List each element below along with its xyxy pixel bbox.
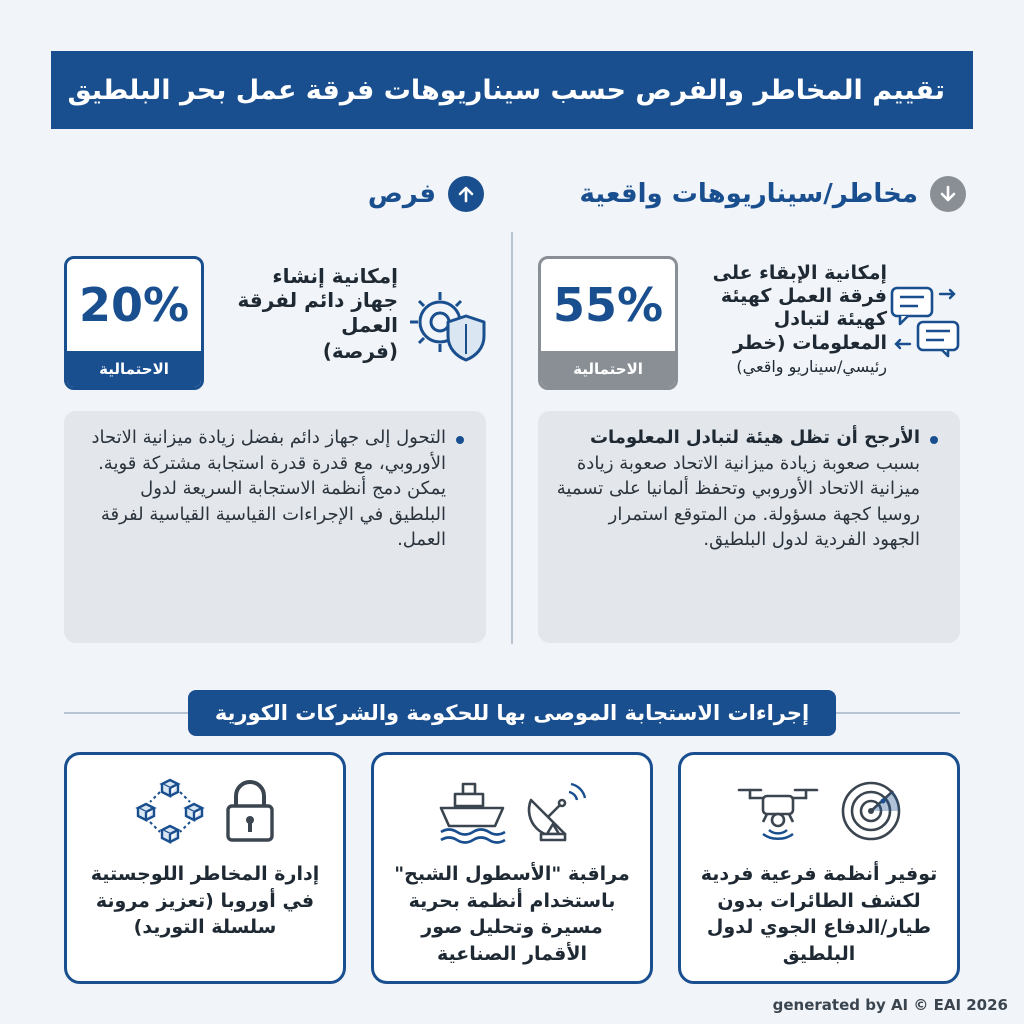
risk-probability-value: 55% [552,278,664,332]
opportunity-title-main: إمكانية إنشاء جهاز دائم لفرقة العمل [237,264,398,337]
opportunity-probability-value: 20% [78,278,190,332]
opportunities-header [368,176,484,212]
risk-bullet-bold: الأرجح أن تظل هيئة لتبادل المعلومات [589,427,920,448]
action-text-logistics: إدارة المخاطر اللوجستية في أوروبا (تعزيز مرونة سلسلة التوريد) [90,863,320,939]
opportunity-title [222,264,398,364]
risk-bullet [556,425,940,553]
page-title: تقييم المخاطر والفرص حسب سيناريوهات فرقة عمل بحر البلطيق [67,74,945,106]
radar-icon [839,779,903,843]
satellite-dish-icon [525,778,587,844]
action-card-ghost-fleet [371,752,653,984]
chat-exchange-icon [888,284,964,362]
action-text-ghost-fleet: مراقبة "الأسطول الشبح" باستخدام أنظمة بحرية مسيرة وتحليل صور الأقمار الصناعية [394,863,630,965]
opportunity-probability-box [64,256,204,390]
risk-bullet-text: بسبب صعوبة زيادة ميزانية الاتحاد صعوبة زيادة ميزانية الاتحاد الأوروبي وتحفظ ألمانيا على تسمية روسيا كجهة مسؤولة. من المتوقع استمرار الجهود الفردية لدول البلطيق. [556,452,920,551]
action-card-logistics [64,752,346,984]
risk-title [682,262,887,376]
actions-header [188,690,836,736]
opportunities-header-label: فرص [367,179,436,209]
action-card-drone-defense [678,752,960,984]
supply-chain-icon [134,776,206,846]
risks-header-label: مخاطر/سيناريوهات واقعية [579,179,918,209]
column-divider [511,232,513,644]
opportunity-title-sub: (فرصة) [322,339,398,364]
risk-probability-label: الاحتمالية [541,351,675,387]
actions-header-label: إجراءات الاستجابة الموصى بها للحكومة والشركات الكورية [214,701,810,725]
opportunity-bullet: التحول إلى جهاز دائم بفضل زيادة ميزانية الاتحاد الأوروبي، مع قدرة قدرة استجابة مشتركة قوية. يمكن دمج أنظمة الاستجابة السريعة لدول البلطيق في الإجراءات القياسية القياسية لفرقة العمل. [82,425,466,553]
gear-shield-icon [404,284,488,368]
risk-title-main: إمكانية الإبقاء على فرقة العمل كهيئة كهيئة لتبادل المعلومات (خطر [712,262,887,354]
title-banner [51,51,973,129]
risk-title-sub: رئيسي/سيناريو واقعي) [736,356,887,376]
padlock-icon [224,778,276,844]
drone-icon [735,780,821,842]
arrow-up-icon [448,176,484,212]
risks-header [580,176,966,212]
footer-credit: generated by AI © EAI 2026 [772,996,1008,1014]
ship-icon [437,778,507,844]
risk-description [538,411,960,643]
opportunity-description [64,411,486,643]
risk-probability-box [538,256,678,390]
arrow-down-icon [930,176,966,212]
action-text-drone-defense: توفير أنظمة فرعية فردية لكشف الطائرات بدون طيار/الدفاع الجوي لدول البلطيق [700,863,938,965]
opportunity-probability-label: الاحتمالية [67,351,201,387]
